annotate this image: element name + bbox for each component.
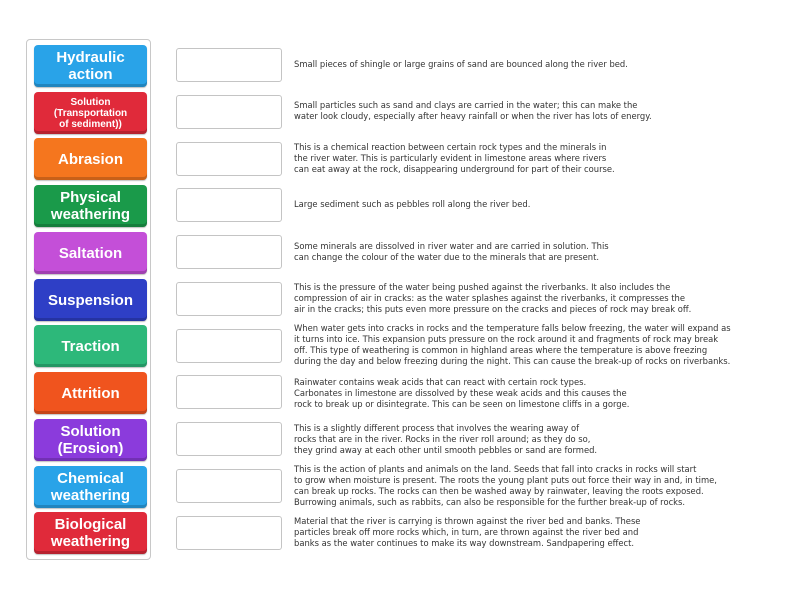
tile-abrasion[interactable] [34,138,147,180]
drop-slot-6[interactable] [176,282,282,316]
tile-traction[interactable] [34,325,147,367]
drop-slot-4[interactable] [176,188,282,222]
description-4: Large sediment such as pebbles roll along the river bed. [294,199,531,209]
tile-label: Traction [61,337,120,355]
tile-label: Abrasion [57,150,123,168]
tile-label: Solution (Erosion) [57,423,124,457]
tile-label: Hydraulic action [56,49,125,83]
tile-physical-weathering[interactable] [34,185,147,227]
tile-solution-erosion[interactable] [34,419,147,461]
drop-slot-9[interactable] [176,422,282,456]
description-8: Rainwater contains weak acids that can react with certain rock types. Carbonates in limestone are dissolved by these weak acids and this causes the rock to break up or disintegrate. This can be seen on limestone cliffs in a gorge. [294,377,630,409]
tile-label: Physical weathering [50,189,131,223]
drop-slot-10[interactable] [176,469,282,503]
tile-label: Suspension [47,291,133,309]
description-7: When water gets into cracks in rocks and the temperature falls below freezing, the water will expand as it turns into ice. This expansion puts pressure on the rock around it and fragments of rock may break off. This type of weathering is common in highland areas where the temperature is above freezing during the day and below freezing during the night. This can cause the break-up of rocks on riverbanks. [294,323,731,366]
tile-hydraulic-action[interactable] [34,45,147,87]
description-5: Some minerals are dissolved in river water and are carried in solution. This can change the colour of the water due to the minerals that are present. [294,241,609,262]
description-11: Material that the river is carrying is thrown against the river bed and banks. These particles break off more rocks which, in turn, are thrown against the river bed and banks as the water continues to make its way downstream. Sandpapering effect. [294,516,641,548]
tile-label: Chemical weathering [50,470,131,504]
tile-label: Biological weathering [50,516,131,550]
tile-label: Saltation [58,244,123,262]
drop-slot-3[interactable] [176,142,282,176]
drop-slot-7[interactable] [176,329,282,363]
drop-slot-8[interactable] [176,375,282,409]
description-9: This is a slightly different process that involves the wearing away of rocks that are in the river. Rocks in the river roll around; as they do so, they grind away at each other until smooth pebbles or sand are formed. [294,423,598,455]
tile-suspension[interactable] [34,279,147,321]
description-6: This is the pressure of the water being pushed against the riverbanks. It also includes the compression of air in cracks: as the water splashes against the riverbanks, it compresses the air in the cracks; this puts even more pressure on the cracks and pieces of rock may break off. [294,282,692,314]
tile-label: Solution (Transportation of sediment)) [53,96,128,130]
drop-slot-1[interactable] [176,48,282,82]
drop-slot-2[interactable] [176,95,282,129]
tile-biological-weathering[interactable] [34,512,147,554]
tile-chemical-weathering[interactable] [34,466,147,508]
description-3: This is a chemical reaction between certain rock types and the minerals in the river water. This is particularly evident in limestone areas where rivers can eat away at the rock, disappearing underground for part of their course. [294,142,615,174]
tile-label: Attrition [61,384,120,402]
description-10: This is the action of plants and animals on the land. Seeds that fall into cracks in rocks will start to grow when moisture is present. The roots the young plant puts out force their way in and, in time, can break up rocks. The rocks can then be washed away by rainwater, leaving the roots exposed. Burrowing animals, such as rabbits, can also be responsible for the further break-up of rocks. [294,464,717,507]
tile-solution-transportation[interactable] [34,92,147,134]
tile-attrition[interactable] [34,372,147,414]
description-1: Small pieces of shingle or large grains of sand are bounced along the river bed. [294,59,628,69]
tile-saltation[interactable] [34,232,147,274]
drop-slot-11[interactable] [176,516,282,550]
description-2: Small particles such as sand and clays are carried in the water; this can make the water look cloudy, especially after heavy rainfall or when the river has lots of energy. [294,100,652,121]
drop-slot-5[interactable] [176,235,282,269]
